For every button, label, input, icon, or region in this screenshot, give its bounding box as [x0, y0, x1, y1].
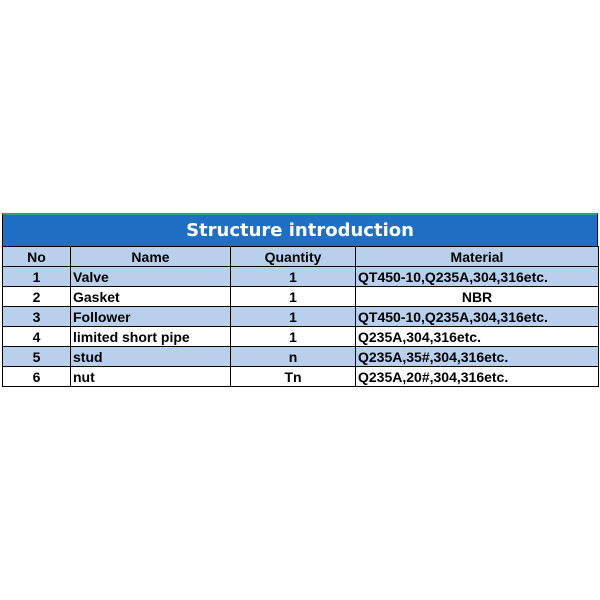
- row-name: limited short pipe: [71, 327, 231, 347]
- row-quantity: 1: [231, 327, 356, 347]
- header-quantity: Quantity: [231, 247, 356, 267]
- structure-table-container: [2, 213, 598, 387]
- table-row: [3, 367, 599, 387]
- row-name: Follower: [71, 307, 231, 327]
- row-material: Q235A,304,316etc.: [356, 327, 599, 347]
- row-no: 2: [3, 287, 71, 307]
- table-row: [3, 327, 599, 347]
- row-no: 4: [3, 327, 71, 347]
- row-material: Q235A,20#,304,316etc.: [356, 367, 599, 387]
- table-row: [3, 347, 599, 367]
- row-material: QT450-10,Q235A,304,316etc.: [356, 307, 599, 327]
- row-no: 6: [3, 367, 71, 387]
- row-quantity: 1: [231, 287, 356, 307]
- header-row: [3, 247, 599, 267]
- table-title: Structure introduction: [2, 213, 598, 246]
- row-material: QT450-10,Q235A,304,316etc.: [356, 267, 599, 287]
- row-no: 3: [3, 307, 71, 327]
- row-quantity: Tn: [231, 367, 356, 387]
- table-row: [3, 287, 599, 307]
- header-material: Material: [356, 247, 599, 267]
- header-name: Name: [71, 247, 231, 267]
- row-material: NBR: [356, 287, 599, 307]
- row-name: nut: [71, 367, 231, 387]
- header-no: No: [3, 247, 71, 267]
- row-name: Valve: [71, 267, 231, 287]
- row-no: 1: [3, 267, 71, 287]
- row-name: stud: [71, 347, 231, 367]
- row-quantity: n: [231, 347, 356, 367]
- row-quantity: 1: [231, 307, 356, 327]
- row-name: Gasket: [71, 287, 231, 307]
- row-quantity: 1: [231, 267, 356, 287]
- structure-table: [2, 246, 599, 387]
- row-no: 5: [3, 347, 71, 367]
- row-material: Q235A,35#,304,316etc.: [356, 347, 599, 367]
- table-row: [3, 267, 599, 287]
- table-row: [3, 307, 599, 327]
